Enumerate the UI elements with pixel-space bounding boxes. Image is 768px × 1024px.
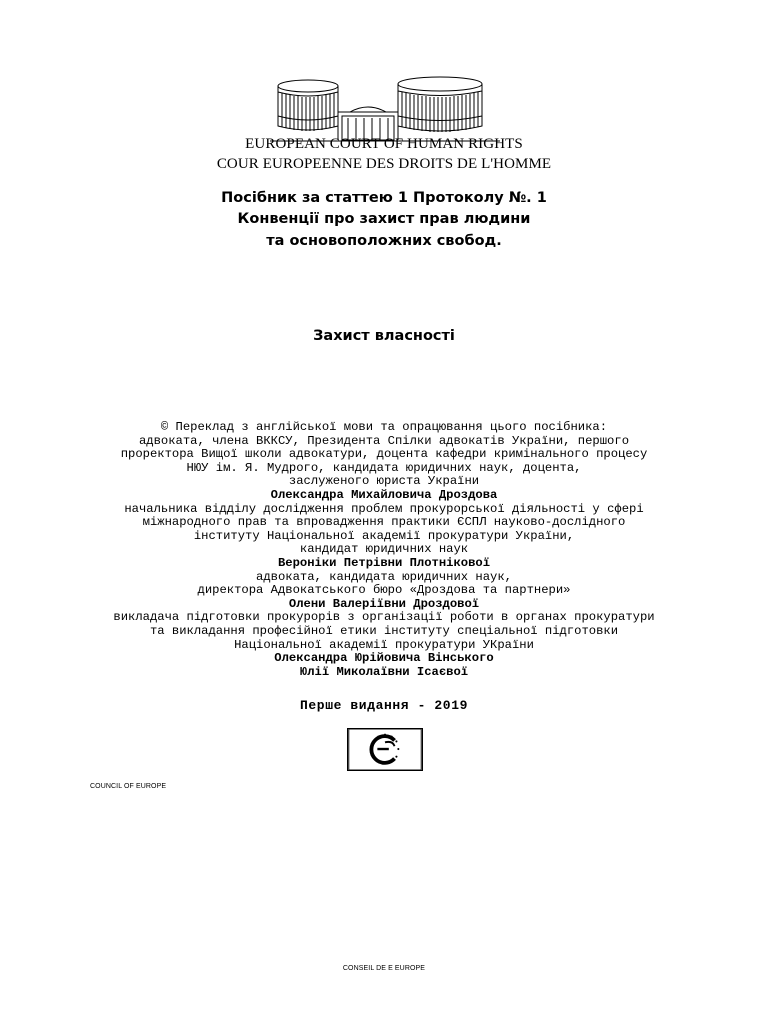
document-subtitle: Захист власності xyxy=(313,328,455,344)
credit-line: заслуженого юриста України xyxy=(288,474,480,489)
translation-credits xyxy=(0,421,768,679)
credit-line: НЮУ ім. Я. Мудрого, кандидата юридичних наук, доцента, xyxy=(186,460,582,475)
translator-name: Олександра Михайловича Дроздова xyxy=(270,487,498,502)
credit-line: Національної академії прокуратури УКраїни xyxy=(234,637,534,652)
edition-label: Перше видання - 2019 xyxy=(299,698,469,713)
document-title-line-1: Посібник за статтею 1 Протоколу №. 1 xyxy=(221,190,547,206)
document-title-line-3: та основоположних свобод. xyxy=(266,233,502,249)
council-of-europe-logo-icon xyxy=(347,728,423,771)
conseil-de-l-europe-label: CONSEIL DE E EUROPE xyxy=(342,965,426,972)
credit-line: викладача підготовки прокурорів з організації роботи в органах прокуратури xyxy=(113,610,655,625)
court-building-logo-icon xyxy=(270,74,500,144)
credit-line: директора Адвокатського бюро «Дроздова та партнери» xyxy=(197,583,571,598)
translator-name: Олександра Юрійовича Вінського xyxy=(274,651,494,666)
court-name-english: EUROPEAN COURT OF HUMAN RIGHTS xyxy=(245,136,523,152)
credit-line: проректора Вищої школи адвокатури, доцента кафедри кримінального процесу xyxy=(120,447,648,462)
translator-name: Юлії Миколаївни Ісаєвої xyxy=(299,664,469,679)
council-of-europe-label: COUNCIL OF EUROPE xyxy=(90,783,167,790)
credit-line: кандидат юридичних наук xyxy=(299,542,469,557)
credit-line: начальника відділу дослідження проблем прокурорської діяльності у сфері xyxy=(124,501,644,516)
credit-line: адвоката, члена ВККСУ, Президента Спілки адвокатів України, першого xyxy=(138,433,630,448)
credit-line: та викладання професійної етики інституту спеціальної підготовки xyxy=(149,623,619,638)
credit-line: © Переклад з англійської мови та опрацювання цього посібника: xyxy=(160,420,608,434)
court-name-french: COUR EUROPEENNE DES DROITS DE L'HOMME xyxy=(216,156,552,172)
credit-line: адвоката, кандидата юридичних наук, xyxy=(256,569,512,584)
credit-line: міжнародного прав та впровадження практики ЄСПЛ науково-дослідного xyxy=(142,515,626,530)
translator-name: Олени Валеріївни Дроздової xyxy=(288,596,480,611)
document-title-line-2: Конвенції про захист прав людини xyxy=(237,211,531,227)
translator-name: Вероніки Петрівни Плотнікової xyxy=(277,555,491,570)
credit-line: інституту Національної академії прокуратури України, xyxy=(193,528,575,543)
